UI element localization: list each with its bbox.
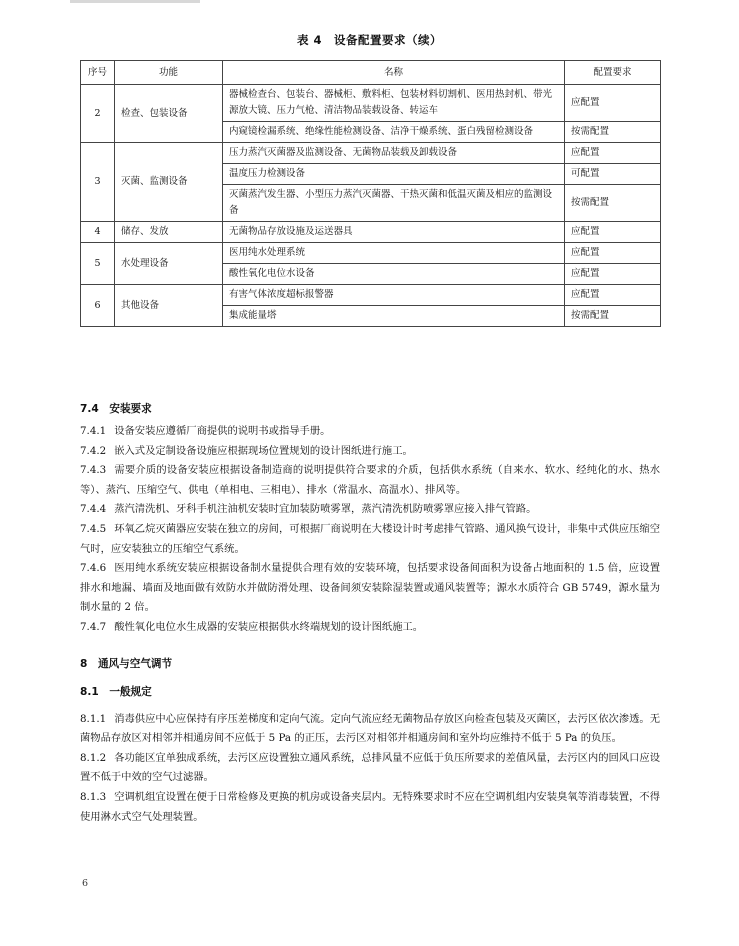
clause-number: 7.4.6: [80, 562, 107, 575]
header-function: 功能: [115, 61, 223, 85]
header-requirement: 配置要求: [565, 61, 661, 85]
config-requirement: 按需配置: [565, 185, 661, 222]
row-function: 其他设备: [115, 285, 223, 327]
table-row: [81, 85, 661, 122]
clause-text: 需要介质的设备安装应根据设备制造商的说明提供符合要求的介质，包括供水系统（自来水、软水、经纯化的水、热水等）、蒸汽、压缩空气、供电（单相电、三相电）、排水（常温水、高温水）、排风等。: [80, 464, 660, 496]
clause-paragraph: [80, 710, 660, 749]
clause-text: 嵌入式及定制设备设施应根据现场位置规划的设计图纸进行施工。: [114, 444, 413, 457]
row-function: 检查、包装设备: [115, 85, 223, 143]
table-row: [81, 222, 661, 243]
config-requirement: 应配置: [565, 143, 661, 164]
clause-paragraph: [80, 749, 660, 788]
section-heading: 7.4 安装要求: [80, 403, 152, 415]
clause-paragraph: [80, 461, 660, 500]
row-number: 2: [81, 85, 115, 143]
config-requirement: 应配置: [565, 285, 661, 306]
clause-text: 设备安装应遵循厂商提供的说明书或指导手册。: [114, 425, 331, 437]
clause-number: 7.4.3: [80, 464, 107, 477]
clause-number: 7.4.7: [80, 620, 107, 633]
row-number: 5: [81, 243, 115, 285]
equipment-name: 无菌物品存放设施及运送器具: [223, 222, 565, 243]
config-requirement: 可配置: [565, 164, 661, 185]
row-function: 水处理设备: [115, 243, 223, 285]
clause-number: 8.1.3: [80, 790, 107, 803]
clause-text: 各功能区宜单独成系统，去污区应设置独立通风系统，总排风量不应低于负压所要求的差值风量，去污区内的回风口应设置不低于中效的空气过滤器。: [80, 751, 660, 784]
row-function: 灭菌、监测设备: [115, 143, 223, 222]
equipment-name: 内窥镜检漏系统、绝缘性能检测设备、洁净干燥系统、蛋白残留检测设备: [223, 122, 565, 143]
row-number: 4: [81, 222, 115, 243]
equipment-name: 酸性氧化电位水设备: [223, 264, 565, 285]
equipment-name: 有害气体浓度超标报警器: [223, 285, 565, 306]
equipment-config-table: [80, 60, 661, 327]
header-name: 名称: [223, 61, 565, 85]
config-requirement: 按需配置: [565, 122, 661, 143]
config-requirement: 应配置: [565, 222, 661, 243]
table-header-row: [81, 61, 661, 85]
header-no: 序号: [81, 61, 115, 85]
clause-text: 消毒供应中心应保持有序压差梯度和定向气流。定向气流应经无菌物品存放区向检查包装及灭菌区，去污区依次渗透。无菌物品存放区对相邻并相通房间不应低于 5 Pa 的正压，去污区对相邻并相通房间和室外均应维持不低于 5 Pa 的负压。: [80, 712, 660, 745]
equipment-name: 医用纯水处理系统: [223, 243, 565, 264]
clause-number: 7.4.1: [80, 425, 107, 437]
clause-paragraph: [80, 520, 660, 559]
clause-number: 8.1.1: [80, 712, 107, 725]
clause-text: 空调机组宜设置在便于日常检修及更换的机房或设备夹层内。无特殊要求时不应在空调机组内安装臭氧等消毒装置，不得使用淋水式空气处理装置。: [80, 790, 660, 823]
page-number: 6: [82, 878, 89, 889]
clause-paragraph: [80, 788, 660, 827]
config-requirement: 按需配置: [565, 306, 661, 327]
table-row: [81, 285, 661, 306]
equipment-name: 灭菌蒸汽发生器、小型压力蒸汽灭菌器、干热灭菌和低温灭菌及相应的监测设备: [223, 185, 565, 222]
clause-text: 环氧乙烷灭菌器应安装在独立的房间，可根据厂商说明在大楼设计时考虑排气管路、通风换气设计，非集中式供应压缩空气时，应安装独立的压缩空气系统。: [80, 522, 660, 555]
clause-paragraph: [80, 500, 660, 520]
row-number: 3: [81, 143, 115, 222]
clause-text: 医用纯水系统安装应根据设备制水量提供合理有效的安装环境，包括要求设备间面积为设备占地面积的 1.5 倍，应设置排水和地漏、墙面及地面做有效防水并做防滑处理、设备间须安装除湿装置或通风装置等；源水水质符合 GB 5749，源水量为制水量的 2 倍。: [80, 562, 660, 614]
clause-text: 蒸汽清洗机、牙科手机注油机安装时宜加装防喷雾罩，蒸汽清洗机防喷雾罩应接入排气管路。: [114, 503, 537, 516]
document-body: [80, 396, 660, 827]
row-function: 储存、发放: [115, 222, 223, 243]
clause-paragraph: [80, 618, 660, 638]
row-number: 6: [81, 285, 115, 327]
clause-paragraph: [80, 422, 660, 442]
clause-number: 7.4.2: [80, 444, 107, 457]
clause-number: 7.4.4: [80, 503, 107, 516]
clause-paragraph: [80, 559, 660, 618]
config-requirement: 应配置: [565, 243, 661, 264]
clause-number: 8.1.2: [80, 751, 107, 764]
config-requirement: 应配置: [565, 264, 661, 285]
table-row: [81, 143, 661, 164]
table-body: [81, 85, 661, 327]
clause-text: 酸性氧化电位水生成器的安装应根据供水终端规划的设计图纸施工。: [114, 620, 424, 633]
table-row: [81, 243, 661, 264]
section-heading: 8.1 一般规定: [80, 685, 152, 698]
previous-page-fragment: [70, 0, 200, 3]
chapter-heading: 8 通风与空气调节: [80, 657, 173, 670]
equipment-name: 温度压力检测设备: [223, 164, 565, 185]
clause-paragraph: [80, 442, 660, 462]
clause-number: 7.4.5: [80, 522, 107, 535]
table-caption: 表 4 设备配置要求（续）: [296, 33, 442, 47]
equipment-name: 集成能量塔: [223, 306, 565, 327]
equipment-name: 器械检查台、包装台、器械柜、敷料柜、包装材料切割机、医用热封机、带光源放大镜、压力气枪、清洁物品装载设备、转运车: [223, 85, 565, 122]
config-requirement: 应配置: [565, 85, 661, 122]
equipment-name: 压力蒸汽灭菌器及监测设备、无菌物品装载及卸载设备: [223, 143, 565, 164]
